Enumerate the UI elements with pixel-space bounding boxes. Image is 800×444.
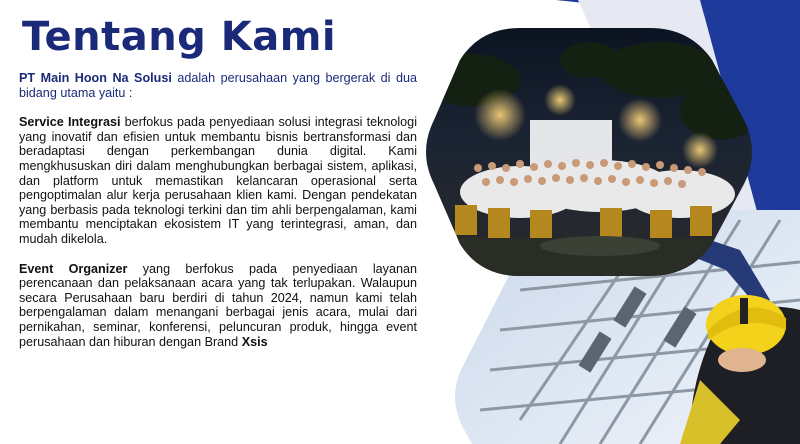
section-body: berfokus pada penyediaan solusi integrasi teknologi yang inovatif dan efisien untuk membantu bisnis bertransformasi dan beradaptasi dengan perkembangan dunia digital. Kami mengkhususkan diri dalam menghubungkan berbagai sistem, aplikasi, dan platform untuk memastikan kelancaran operasional serta pengoptimalan alur kerja perusahaan klien kami. Dengan pendekatan yang berbasis pada teknologi terkini dan tim ahli berpengalaman, kami membantu menciptakan ekosistem IT yang terintegrasi, aman, dan mudah dikelola. bbox=[19, 115, 417, 246]
page-title: Tentang Kami bbox=[22, 14, 337, 60]
section-event-organizer bbox=[19, 262, 417, 350]
intro-paragraph bbox=[19, 71, 417, 100]
section-heading: Event Organizer bbox=[19, 261, 128, 276]
intro-text: adalah perusahaan yang bergerak di dua bidang utama yaitu : bbox=[19, 71, 417, 100]
company-name: PT Main Hoon Na Solusi bbox=[19, 71, 172, 85]
text-column bbox=[19, 71, 417, 349]
section-heading: Service Integrasi bbox=[19, 115, 121, 130]
event-group-photo bbox=[418, 28, 760, 278]
brand-name: Xsis bbox=[241, 334, 268, 349]
section-service-integrasi bbox=[19, 115, 417, 246]
section-body: yang berfokus pada penyediaan layanan perencanaan dan pelaksanaan acara yang tak terlupakan. Walaupun secara Perusahaan baru berdiri di tahun 2024, namun kami telah berpengalaman dalam menangani berbagai jenis acara, mulai dari pernikahan, seminar, konferensi, peluncuran produk, hingga event perusahaan dan hiburan dengan Brand bbox=[19, 261, 417, 349]
